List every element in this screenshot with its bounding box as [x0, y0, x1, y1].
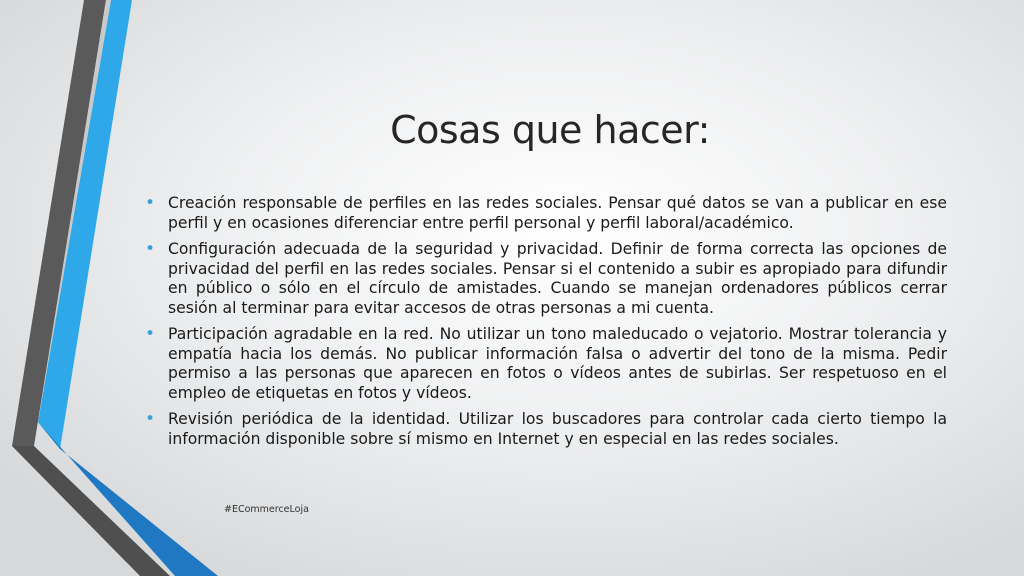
bullet-text: Creación responsable de perfiles en las redes sociales. Pensar qué datos se van a publicar en ese perfil y en ocasiones diferenciar entre perfil personal y perfil laboral/académico.: [168, 194, 947, 232]
bullet-item: [145, 239, 947, 318]
bullet-item: [145, 409, 947, 449]
bullet-item: [145, 324, 947, 403]
bullet-text: Revisión periódica de la identidad. Utilizar los buscadores para controlar cada cierto tiempo la información disponible sobre sí mismo en Internet y en especial en las redes sociales.: [168, 410, 947, 448]
bullet-dot-icon: •: [145, 239, 156, 259]
bullet-dot-icon: •: [145, 409, 156, 429]
footer-hashtag: #ECommerceLoja: [224, 504, 309, 515]
bullet-list: [145, 193, 947, 456]
bullet-item: [145, 193, 947, 233]
bullet-dot-icon: •: [145, 193, 156, 213]
bullet-text: Configuración adecuada de la seguridad y privacidad. Definir de forma correcta las opciones de privacidad del perfil en las redes sociales. Pensar si el contenido a subir es apropiado para difundir en público o sólo en el círculo de amistades. Cuando se manejan ordenadores públicos cerrar sesión al terminar para evitar accesos de otras personas a mi cuenta.: [168, 240, 947, 317]
gray-lower-band: [12, 446, 170, 576]
bullet-text: Participación agradable en la red. No utilizar un tono maleducado o vejatorio. Mostrar tolerancia y empatía hacia los demás. No publicar información falsa o advertir del tono de la misma. Pedir permiso a las personas que aparecen en fotos o vídeos antes de subirlas. Ser respetuoso en el empleo de etiquetas en fotos y vídeos.: [168, 325, 947, 402]
bullet-dot-icon: •: [145, 324, 156, 344]
slide-title: Cosas que hacer:: [390, 108, 710, 152]
